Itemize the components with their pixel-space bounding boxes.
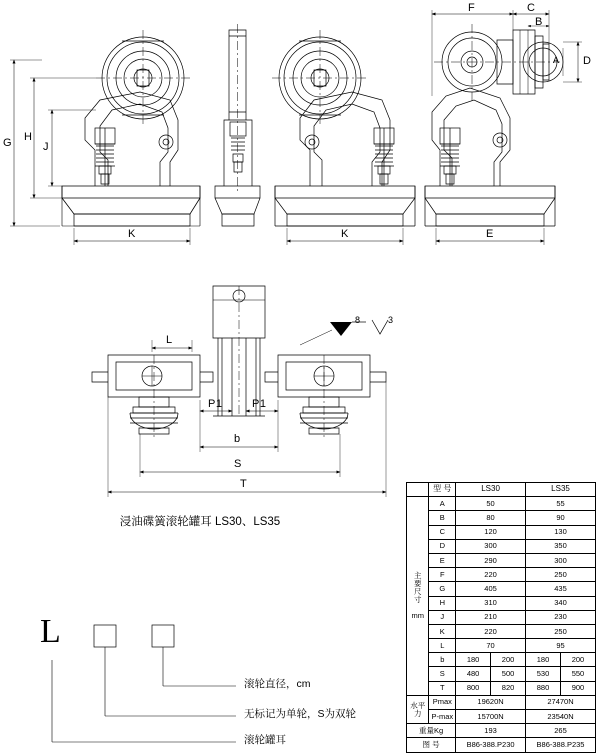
row-value-ls30: 220	[456, 624, 526, 638]
row-label: D	[429, 539, 456, 553]
row-value-d: 550	[560, 667, 595, 681]
row-label: J	[429, 610, 456, 624]
dim-label-E: E	[486, 228, 494, 240]
header-cell-ls35: LS35	[526, 483, 596, 497]
row-value-ls35: 90	[526, 511, 596, 525]
header-cell-blank	[407, 483, 429, 497]
row-label: S	[429, 667, 456, 681]
row-value-ls35: 250	[526, 568, 596, 582]
row-value-a: 480	[456, 667, 491, 681]
legend-line-wheel-type: 无标记为单轮，S为双轮	[244, 708, 357, 720]
row-value-a: 800	[456, 681, 491, 695]
table-row	[407, 610, 596, 624]
legend-line-roller-diameter: 滚轮直径，cm	[244, 678, 311, 690]
table-row	[407, 596, 596, 610]
row-value-b: 500	[491, 667, 526, 681]
row-label: H	[429, 596, 456, 610]
row-value-ls35: 27470N	[526, 695, 596, 709]
row-value-ls30: 310	[456, 596, 526, 610]
row-value-ls30: 50	[456, 497, 526, 511]
dim-label-S: S	[234, 458, 242, 470]
row-label: G	[429, 582, 456, 596]
table-row	[407, 639, 596, 653]
dim-label-A: A	[553, 55, 560, 65]
row-value-ls30: 210	[456, 610, 526, 624]
row-value-ls35: 350	[526, 539, 596, 553]
table-row	[407, 653, 596, 667]
row-value-ls35: 250	[526, 624, 596, 638]
row-value-ls30: 193	[456, 724, 526, 738]
row-value-ls30: 405	[456, 582, 526, 596]
dim-label-B: B	[535, 16, 543, 28]
row-value-ls35: 340	[526, 596, 596, 610]
table-row	[407, 539, 596, 553]
row-value-ls30: 19620N	[456, 695, 526, 709]
table-row-weight	[407, 724, 596, 738]
header-cell-model: 型 号	[429, 483, 456, 497]
dim-label-T: T	[240, 478, 248, 490]
row-label: C	[429, 525, 456, 539]
figure-caption: 浸油碟簧滚轮罐耳 LS30、LS35	[119, 516, 281, 528]
surface-finish-value: 8	[355, 315, 361, 325]
group-label-horizontal-force: 水平力	[407, 695, 429, 723]
row-value-ls35: 435	[526, 582, 596, 596]
row-label: K	[429, 624, 456, 638]
dim-label-C: C	[527, 2, 536, 14]
dim-label-K-left: K	[128, 228, 136, 240]
designation-symbol: L	[40, 613, 61, 650]
dim-label-L: L	[166, 334, 173, 346]
row-value-c: 180	[526, 653, 561, 667]
dim-label-K-right: K	[341, 228, 349, 240]
row-value-ls35: B86-388.P235	[526, 738, 596, 752]
row-label: E	[429, 553, 456, 567]
row-label: 重量Kg	[407, 724, 456, 738]
row-value-c: 530	[526, 667, 561, 681]
legend-line-product: 滚轮罐耳	[244, 734, 286, 746]
row-value-ls30: 70	[456, 639, 526, 653]
row-value-ls30: 290	[456, 553, 526, 567]
dim-label-D: D	[583, 55, 592, 67]
table-row	[407, 710, 596, 724]
table-row	[407, 695, 596, 709]
table-row	[407, 511, 596, 525]
dim-label-P1-left: P1	[208, 398, 223, 410]
row-label: P-max	[429, 710, 456, 724]
row-value-ls30: 15700N	[456, 710, 526, 724]
row-value-c: 880	[526, 681, 561, 695]
dim-label-H: H	[24, 131, 33, 143]
row-label: 图 号	[407, 738, 456, 752]
row-label: F	[429, 568, 456, 582]
table-row	[407, 525, 596, 539]
group-label-main-dims: 主 要 尺 寸 mm	[407, 497, 429, 696]
table-row-drawing	[407, 738, 596, 752]
row-label: Pmax	[429, 695, 456, 709]
row-label: L	[429, 639, 456, 653]
dim-label-b: b	[234, 433, 241, 445]
table-row	[407, 497, 596, 511]
row-value-ls35: 265	[526, 724, 596, 738]
dim-label-P1-right: P1	[252, 398, 267, 410]
row-value-ls35: 55	[526, 497, 596, 511]
row-value-ls35: 95	[526, 639, 596, 653]
row-value-ls30: 220	[456, 568, 526, 582]
table-row	[407, 568, 596, 582]
row-value-a: 180	[456, 653, 491, 667]
row-value-b: 200	[491, 653, 526, 667]
row-label: T	[429, 681, 456, 695]
row-value-ls30: 300	[456, 539, 526, 553]
table-row	[407, 582, 596, 596]
row-value-b: 820	[491, 681, 526, 695]
row-label: A	[429, 497, 456, 511]
row-value-d: 200	[560, 653, 595, 667]
surface-finish-value-2: 3	[388, 315, 394, 325]
table-row	[407, 681, 596, 695]
table-row	[407, 624, 596, 638]
row-value-ls35: 300	[526, 553, 596, 567]
table-row	[407, 667, 596, 681]
row-value-d: 900	[560, 681, 595, 695]
dim-label-F: F	[468, 2, 476, 14]
table-header-row	[407, 483, 596, 497]
row-value-ls30: B86-388.P230	[456, 738, 526, 752]
row-value-ls30: 120	[456, 525, 526, 539]
dim-label-J: J	[43, 141, 49, 153]
row-label: b	[429, 653, 456, 667]
row-value-ls35: 130	[526, 525, 596, 539]
row-value-ls35: 230	[526, 610, 596, 624]
header-cell-ls30: LS30	[456, 483, 526, 497]
spec-table	[406, 482, 596, 753]
table-row	[407, 553, 596, 567]
row-value-ls30: 80	[456, 511, 526, 525]
row-label: B	[429, 511, 456, 525]
dim-label-G: G	[3, 137, 13, 149]
row-value-ls35: 23540N	[526, 710, 596, 724]
